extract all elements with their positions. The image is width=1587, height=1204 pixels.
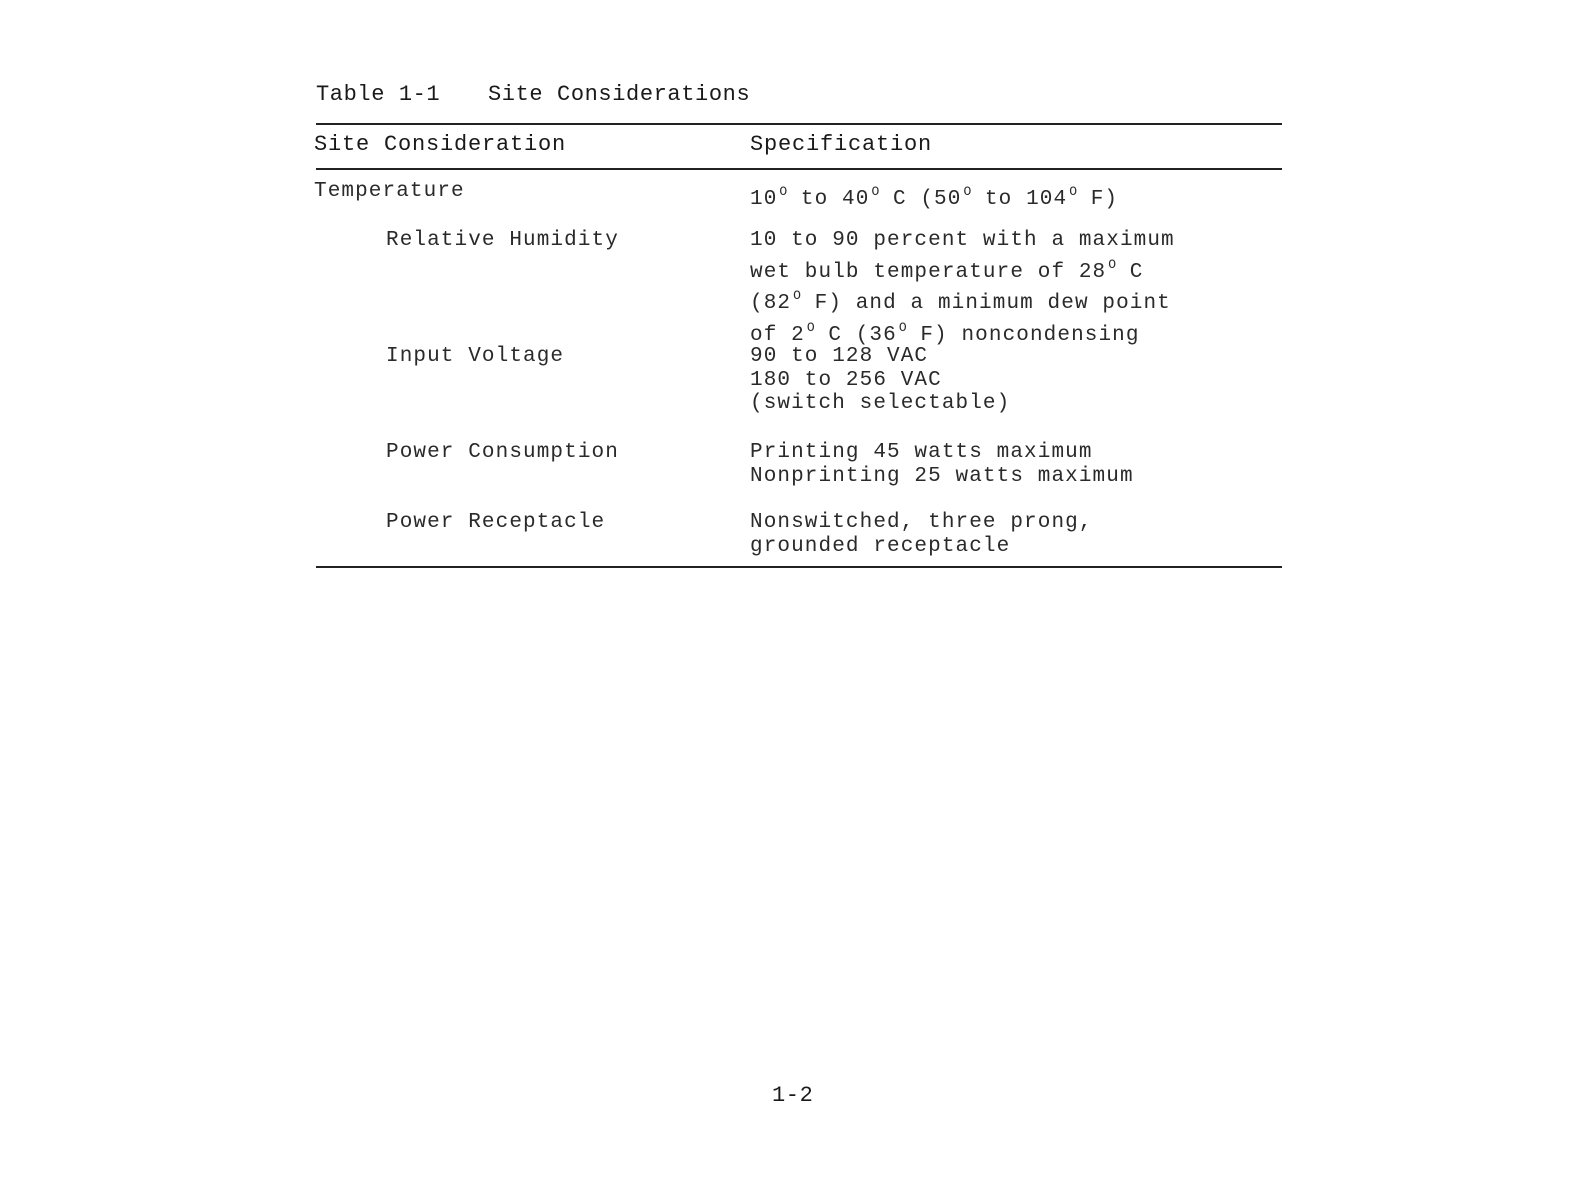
- spec-text: wet bulb temperature of 28: [750, 260, 1107, 284]
- spec-text: F) noncondensing: [906, 323, 1140, 347]
- spec-line: [750, 511, 1093, 535]
- spec-input-voltage: [750, 345, 1010, 416]
- degree-mark: O: [1108, 256, 1117, 272]
- row-label-power-consumption: Power Consumption: [386, 441, 619, 464]
- spec-text: Nonprinting 25 watts maximum: [750, 464, 1134, 488]
- spec-text: F): [1077, 188, 1119, 211]
- table-header-rule: [316, 168, 1282, 170]
- degree-mark: O: [793, 288, 801, 303]
- column-header-site-consideration: Site Consideration: [314, 132, 567, 157]
- column-header-specification: Specification: [750, 132, 933, 157]
- spec-text: 90 to 128 VAC: [750, 345, 929, 368]
- spec-line: [750, 345, 1010, 369]
- spec-text: (switch selectable): [750, 392, 1011, 415]
- page-number: 1-2: [772, 1083, 814, 1108]
- spec-text: to 104: [971, 188, 1068, 211]
- spec-line: [750, 253, 1175, 285]
- spec-text: 10 to 90 percent with a maximum: [750, 229, 1175, 252]
- row-label-temperature: Temperature: [314, 180, 465, 203]
- spec-line: [750, 369, 1010, 393]
- spec-line: [750, 229, 1175, 253]
- spec-line: [750, 180, 1118, 212]
- spec-text: Nonswitched, three prong,: [750, 511, 1093, 534]
- spec-text: 180 to 256 VAC: [750, 368, 942, 392]
- spec-text: (82: [750, 292, 792, 315]
- spec-text: C (36: [814, 323, 897, 347]
- degree-mark: O: [898, 319, 907, 335]
- spec-text: of 2: [750, 323, 805, 347]
- spec-line: [750, 535, 1093, 559]
- spec-temperature: [750, 180, 1118, 212]
- table-bottom-rule: [316, 566, 1282, 568]
- spec-relative-humidity: [750, 229, 1175, 347]
- spec-text: Printing 45 watts maximum: [750, 441, 1093, 464]
- spec-line: [750, 316, 1175, 348]
- degree-mark: O: [871, 184, 880, 199]
- spec-text: grounded receptacle: [750, 534, 1011, 558]
- degree-mark: O: [963, 184, 972, 199]
- spec-power-consumption: [750, 441, 1134, 488]
- spec-text: F) and a minimum dew point: [800, 292, 1171, 315]
- spec-line: [750, 441, 1134, 465]
- spec-line: [750, 392, 1010, 416]
- table-number: Table 1-1: [316, 82, 441, 107]
- spec-text: to 40: [787, 188, 870, 211]
- row-label-power-receptacle: Power Receptacle: [386, 511, 606, 534]
- spec-text: C: [1116, 260, 1144, 284]
- row-label-relative-humidity: Relative Humidity: [386, 229, 619, 252]
- degree-mark: O: [779, 184, 788, 199]
- spec-line: [750, 284, 1175, 316]
- spec-text: C (50: [879, 188, 962, 211]
- spec-text: 10: [750, 188, 778, 211]
- spec-power-receptacle: [750, 511, 1093, 558]
- table-caption: [316, 82, 750, 107]
- degree-mark: O: [806, 319, 815, 335]
- degree-mark: O: [1069, 184, 1078, 199]
- spec-line: [750, 465, 1134, 489]
- table-title: Site Considerations: [488, 82, 751, 107]
- row-label-input-voltage: Input Voltage: [386, 345, 565, 368]
- table-top-rule: [316, 123, 1282, 125]
